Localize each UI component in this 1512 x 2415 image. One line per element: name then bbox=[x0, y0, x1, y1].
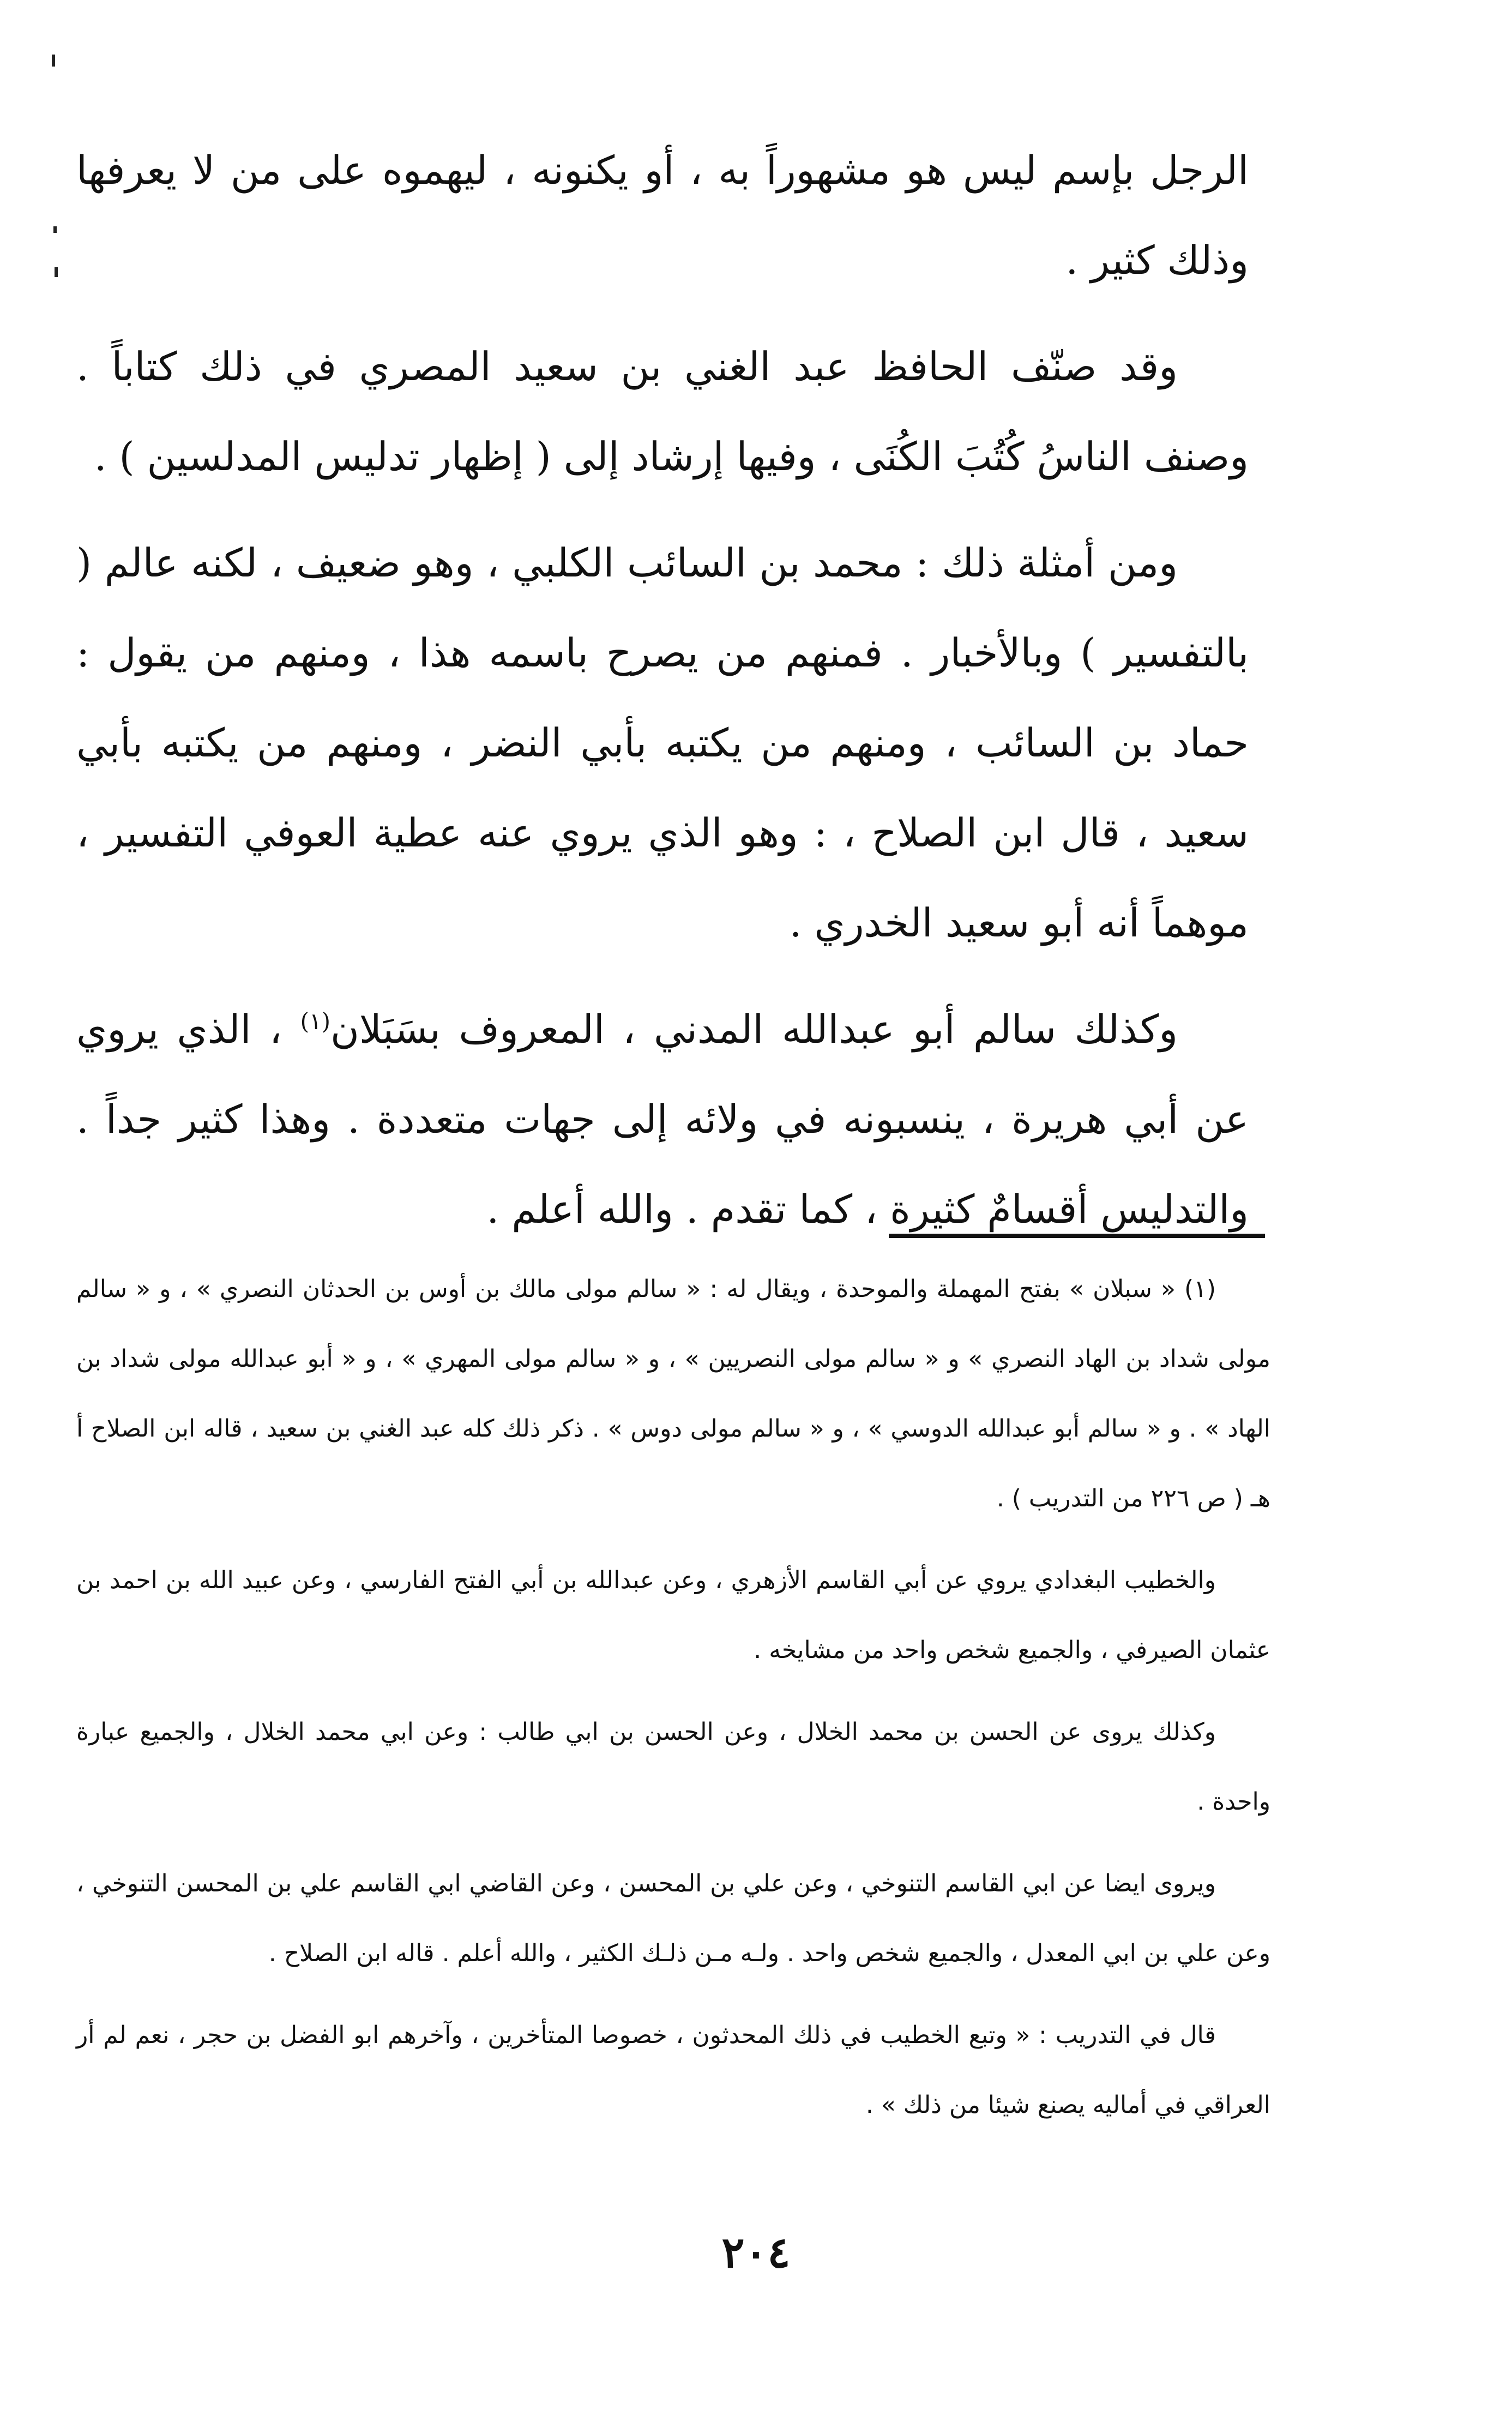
page-number: ٢٠٤ bbox=[721, 2228, 791, 2278]
footnote-note-5: قال في التدريب : « وتبع الخطيب في ذلك المحدثون ، خصوصا المتأخرين ، وآخرهم ابو الفضل بن حجر ، نعم لم أر العراقي في أماليه يصنع شيئا من ذلك » . bbox=[76, 2021, 1270, 2119]
main-paragraph-3: ومن أمثلة ذلك : محمد بن السائب الكلبي ، وهو ضعيف ، لكنه عالم ( بالتفسير ) وبالأخبار . فمنهم من يصرح باسمه هذا ، ومنهم من يقول : حماد بن السائب ، ومنهم من يكتبه بأبي النضر ، ومنهم من يكتبه بأبي سعيد ، قال ابن الصلاح ، : وهو الذي يروي عنه عطية العوفي التفسير ، موهماً أنه أبو سعيد الخدري . bbox=[76, 540, 1249, 946]
margin-mark-middle bbox=[53, 226, 57, 233]
margin-mark-top bbox=[52, 55, 55, 67]
footnote-note-3: وكذلك يروى عن الحسن بن محمد الخلال ، وعن الحسن بن ابي طالب : وعن ابي محمد الخلال ، والجميع عبارة واحدة . bbox=[76, 1718, 1270, 1816]
footnote-reference: (١) bbox=[300, 1008, 331, 1035]
main-text-body bbox=[76, 125, 1249, 1271]
main-paragraph-4 bbox=[76, 984, 1249, 1254]
footnote-note-2: والخطيب البغدادي يروي عن أبي القاسم الأزهري ، وعن عبدالله بن أبي الفتح الفارسي ، وعن عبيد الله بن احمد بن عثمان الصيرفي ، والجميع شخص واحد من مشايخه . bbox=[76, 1566, 1270, 1664]
paragraph-4-start: وكذلك سالم أبو عبدالله المدني ، المعروف بسَبَلان bbox=[330, 1006, 1178, 1052]
margin-mark-lower bbox=[55, 267, 58, 277]
footnotes-section bbox=[76, 1254, 1270, 2152]
footnote-note-4: ويروى ايضا عن ابي القاسم التنوخي ، وعن علي بن المحسن ، وعن القاضي ابي القاسم علي بن المحسن التنوخي ، وعن علي بن ابي المعدل ، والجميع شخص واحد . ولـه مـن ذلـك الكثير ، والله أعلم . قاله ابن الصلاح . bbox=[76, 1870, 1270, 1967]
footnote-1: (١) « سبلان » بفتح المهملة والموحدة ، ويقال له : « سالم مولى مالك بن أوس بن الحدثان النصري » ، و « سالم مولى شداد بن الهاد النصري » و « سالم مولى النصريين » ، و « سالم مولى المهري » ، و « أبو عبدالله مولى شداد بن الهاد » . و « سالم أبو عبدالله الدوسي » ، و « سالم مولى دوس » . ذكر ذلك كله عبد الغني بن سعيد ، قاله ابن الصلاح أ هـ ( ص ٢٢٦ من التدريب ) . bbox=[76, 1275, 1270, 1512]
footnote-separator-rule bbox=[889, 1234, 1265, 1238]
main-paragraph-1: الرجل بإسم ليس هو مشهوراً به ، أو يكنونه ، ليهموه على من لا يعرفها وذلك كثير . bbox=[76, 147, 1249, 283]
paragraph-4-end: ، الذي يروي عن أبي هريرة ، ينسبونه في ولائه إلى جهات متعددة . وهذا كثير جداً . والتدليس أقسامٌ كثيرة ، كما تقدم . والله أعلم . bbox=[76, 1006, 1249, 1232]
main-paragraph-2: وقد صنّف الحافظ عبد الغني بن سعيد المصري في ذلك كتاباً . وصنف الناسُ كُتُبَ الكُنَى ، وفيها إرشاد إلى ( إظهار تدليس المدلسين ) . bbox=[76, 344, 1249, 479]
